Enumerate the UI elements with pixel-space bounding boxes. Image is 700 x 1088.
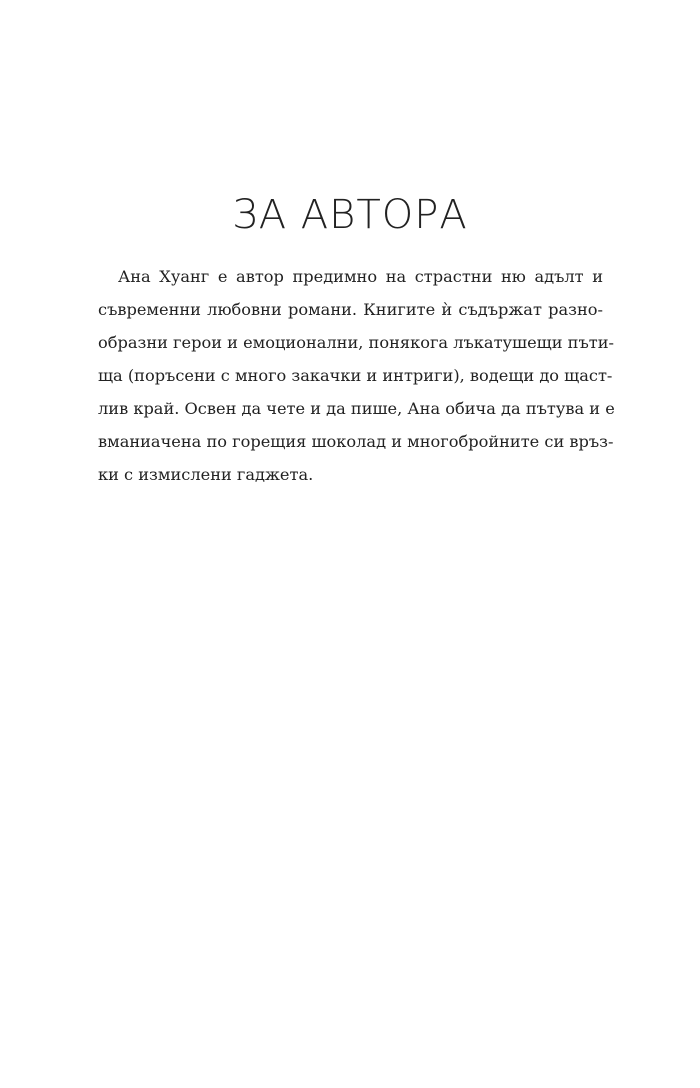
author-bio-paragraph xyxy=(98,260,615,491)
bio-line-1: Ана Хуанг е автор предимно на страстни ню адълт и xyxy=(118,267,603,286)
bio-line-3: образни герои и емоционални, понякога лъкатушещи пъти- xyxy=(98,333,614,352)
bio-line-2: съвременни любовни романи. Книгите ѝ съдържат разно- xyxy=(98,300,603,319)
page-title: ЗА АВТОРА xyxy=(232,192,468,238)
bio-line-6: вманиачена по горещия шоколад и многобройните си връз- xyxy=(98,432,614,451)
bio-line-5: лив край. Освен да чете и да пише, Ана обича да пътува и е xyxy=(98,399,615,418)
bio-line-7: ки с измислени гаджета. xyxy=(98,465,314,484)
bio-line-4: ща (поръсени с много закачки и интриги), водещи до щаст- xyxy=(98,366,613,385)
